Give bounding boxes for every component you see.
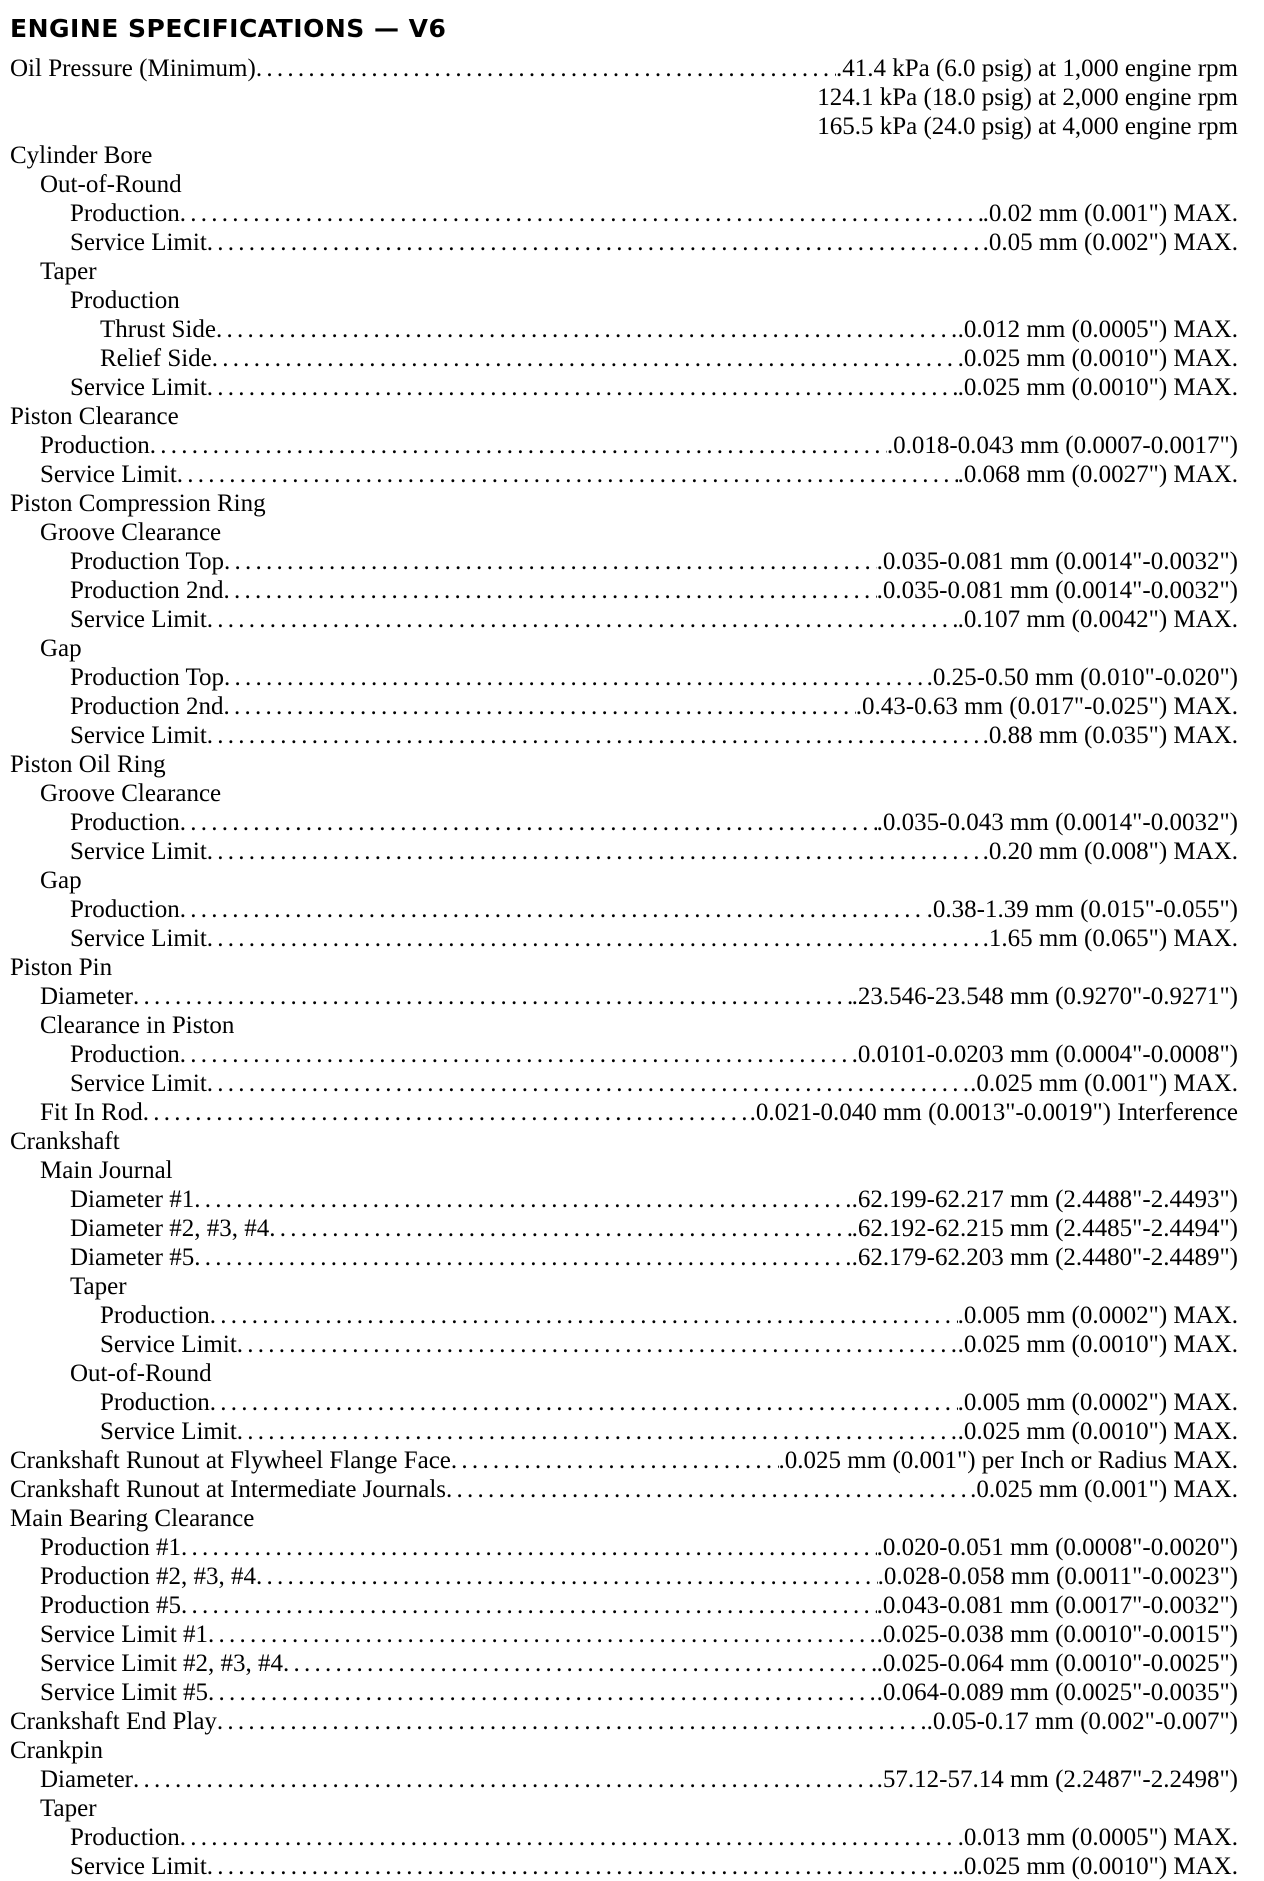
section-heading xyxy=(10,286,1238,315)
spec-label: Production xyxy=(70,200,180,227)
spec-value: .0.035-0.081 mm (0.0014"-0.0032") xyxy=(876,577,1238,604)
spec-label: Production #5 xyxy=(40,1592,181,1619)
spec-row xyxy=(10,1301,1238,1330)
spec-row xyxy=(10,83,1238,112)
spec-label: Production #1 xyxy=(40,1534,181,1561)
spec-label: Taper xyxy=(70,1273,127,1300)
spec-label: Taper xyxy=(40,258,97,285)
spec-row xyxy=(10,344,1238,373)
spec-label: Service Limit #5 xyxy=(40,1679,209,1706)
spec-value: .0.005 mm (0.0002") MAX. xyxy=(957,1302,1238,1329)
spec-value: .62.199-62.217 mm (2.4488"-2.4493") xyxy=(851,1186,1238,1213)
spec-row xyxy=(10,1649,1238,1678)
spec-row xyxy=(10,837,1238,866)
spec-row xyxy=(10,1562,1238,1591)
spec-value: .0.38-1.39 mm (0.015"-0.055") xyxy=(926,896,1238,923)
spec-row xyxy=(10,1417,1238,1446)
spec-value: .0.021-0.040 mm (0.0013"-0.0019") Interference xyxy=(749,1099,1238,1126)
spec-label: Service Limit #2, #3, #4 xyxy=(40,1650,284,1677)
spec-label: Crankshaft Runout at Flywheel Flange Face xyxy=(10,1447,451,1474)
spec-label: Piston Pin xyxy=(10,954,113,981)
spec-row xyxy=(10,547,1238,576)
spec-value: .0.012 mm (0.0005") MAX. xyxy=(957,316,1238,343)
spec-row xyxy=(10,1214,1238,1243)
spec-row xyxy=(10,315,1238,344)
dot-leader xyxy=(194,1185,851,1214)
spec-row xyxy=(10,54,1238,83)
dot-leader xyxy=(207,228,983,257)
spec-label: Production xyxy=(70,809,180,836)
dot-leader xyxy=(194,1243,851,1272)
spec-value: .0.025 mm (0.0010") MAX. xyxy=(957,1418,1238,1445)
spec-row xyxy=(10,895,1238,924)
dot-leader xyxy=(180,808,877,837)
spec-row xyxy=(10,576,1238,605)
spec-value: .0.20 mm (0.008") MAX. xyxy=(982,838,1238,865)
section-heading xyxy=(10,634,1238,663)
section-heading xyxy=(10,866,1238,895)
spec-value: 165.5 kPa (24.0 psig) at 4,000 engine rpm xyxy=(817,113,1238,140)
dot-leader xyxy=(180,1040,852,1069)
spec-row xyxy=(10,692,1238,721)
spec-value: .1.65 mm (0.065") MAX. xyxy=(982,925,1238,952)
spec-label: Production Top xyxy=(70,664,225,691)
spec-value: .0.068 mm (0.0027") MAX. xyxy=(957,461,1238,488)
spec-row xyxy=(10,1388,1238,1417)
dot-leader xyxy=(180,895,927,924)
spec-value: .0.025-0.038 mm (0.0010"-0.0015") xyxy=(876,1621,1238,1648)
spec-label: Service Limit xyxy=(100,1418,237,1445)
spec-value: .0.025 mm (0.0010") MAX. xyxy=(957,1853,1238,1880)
dot-leader xyxy=(446,1475,970,1504)
dot-leader xyxy=(133,982,852,1011)
spec-row xyxy=(10,1446,1238,1475)
spec-label: Production 2nd xyxy=(70,693,224,720)
dot-leader xyxy=(223,692,855,721)
spec-row xyxy=(10,982,1238,1011)
spec-row xyxy=(10,1852,1238,1881)
section-heading xyxy=(10,257,1238,286)
spec-label: Diameter #1 xyxy=(70,1186,195,1213)
spec-label: Service Limit xyxy=(70,229,207,256)
dot-leader xyxy=(237,1417,958,1446)
spec-label: Out-of-Round xyxy=(40,171,182,198)
spec-value: .0.018-0.043 mm (0.0007-0.0017") xyxy=(886,432,1238,459)
section-heading xyxy=(10,1359,1238,1388)
section-heading xyxy=(10,402,1238,431)
dot-leader xyxy=(256,54,836,83)
spec-label: Production xyxy=(70,896,180,923)
spec-label: Service Limit xyxy=(70,838,207,865)
dot-leader xyxy=(181,1591,877,1620)
spec-row xyxy=(10,605,1238,634)
spec-value: .0.043-0.081 mm (0.0017"-0.0032") xyxy=(876,1592,1238,1619)
dot-leader xyxy=(256,1562,878,1591)
spec-value: .0.05 mm (0.002") MAX. xyxy=(982,229,1238,256)
dot-leader xyxy=(208,1620,877,1649)
spec-label: Crankshaft End Play xyxy=(10,1708,217,1735)
spec-value: .23.546-23.548 mm (0.9270"-0.9271") xyxy=(851,983,1238,1010)
spec-label: Production xyxy=(70,287,180,314)
dot-leader xyxy=(207,924,983,953)
spec-row xyxy=(10,1707,1238,1736)
spec-label: Service Limit xyxy=(70,925,207,952)
spec-label: Production xyxy=(40,432,150,459)
spec-value: .57.12-57.14 mm (2.2487"-2.2498") xyxy=(876,1766,1238,1793)
dot-leader xyxy=(150,431,887,460)
spec-value: .41.4 kPa (6.0 psig) at 1,000 engine rpm xyxy=(835,55,1238,82)
spec-label: Piston Clearance xyxy=(10,403,179,430)
section-heading xyxy=(10,518,1238,547)
spec-value: .0.025 mm (0.001") MAX. xyxy=(970,1476,1238,1503)
spec-value: .0.035-0.043 mm (0.0014"-0.0032") xyxy=(876,809,1238,836)
section-heading xyxy=(10,953,1238,982)
spec-label: Service Limit xyxy=(70,1070,207,1097)
spec-value: .0.013 mm (0.0005") MAX. xyxy=(957,1824,1238,1851)
spec-label: Service Limit xyxy=(70,374,207,401)
dot-leader xyxy=(212,344,958,373)
spec-label: Out-of-Round xyxy=(70,1360,212,1387)
spec-label: Production Top xyxy=(70,548,225,575)
spec-label: Piston Compression Ring xyxy=(10,490,266,517)
dot-leader xyxy=(224,663,927,692)
spec-row xyxy=(10,1330,1238,1359)
spec-label: Taper xyxy=(40,1795,97,1822)
spec-label: Production xyxy=(100,1389,210,1416)
spec-label: Piston Oil Ring xyxy=(10,751,166,778)
section-heading xyxy=(10,1127,1238,1156)
spec-value: .0.05-0.17 mm (0.002"-0.007") xyxy=(926,1708,1238,1735)
dot-leader xyxy=(143,1098,750,1127)
spec-value: 124.1 kPa (18.0 psig) at 2,000 engine rpm xyxy=(817,84,1238,111)
spec-label: Diameter #5 xyxy=(70,1244,195,1271)
section-heading xyxy=(10,489,1238,518)
dot-leader xyxy=(210,1301,958,1330)
spec-label: Groove Clearance xyxy=(40,780,222,807)
spec-row xyxy=(10,924,1238,953)
spec-row xyxy=(10,1765,1238,1794)
dot-leader xyxy=(207,605,958,634)
spec-label: Thrust Side xyxy=(100,316,216,343)
spec-value: .62.179-62.203 mm (2.4480"-2.4489") xyxy=(851,1244,1238,1271)
spec-label: Diameter #2, #3, #4 xyxy=(70,1215,270,1242)
spec-value: .0.025 mm (0.0010") MAX. xyxy=(957,345,1238,372)
spec-value: .0.020-0.051 mm (0.0008"-0.0020") xyxy=(876,1534,1238,1561)
spec-row xyxy=(10,1098,1238,1127)
dot-leader xyxy=(216,315,958,344)
spec-label: Production #2, #3, #4 xyxy=(40,1563,256,1590)
dot-leader xyxy=(180,1823,958,1852)
spec-row xyxy=(10,460,1238,489)
spec-row xyxy=(10,1069,1238,1098)
spec-value: .0.0101-0.0203 mm (0.0004"-0.0008") xyxy=(851,1041,1238,1068)
dot-leader xyxy=(180,199,983,228)
spec-label: Gap xyxy=(40,867,82,894)
spec-row xyxy=(10,228,1238,257)
spec-label: Diameter xyxy=(40,1766,134,1793)
section-heading xyxy=(10,779,1238,808)
dot-leader xyxy=(133,1765,877,1794)
spec-label: Production 2nd xyxy=(70,577,224,604)
spec-row xyxy=(10,663,1238,692)
spec-row xyxy=(10,1243,1238,1272)
dot-leader xyxy=(237,1330,958,1359)
spec-label: Production xyxy=(70,1041,180,1068)
spec-label: Service Limit xyxy=(40,461,177,488)
spec-value: .0.028-0.058 mm (0.0011"-0.0023") xyxy=(877,1563,1238,1590)
spec-row xyxy=(10,373,1238,402)
dot-leader xyxy=(217,1707,927,1736)
dot-leader xyxy=(207,837,983,866)
page-title: ENGINE SPECIFICATIONS — V6 xyxy=(10,14,447,43)
dot-leader xyxy=(283,1649,877,1678)
spec-value: .0.035-0.081 mm (0.0014"-0.0032") xyxy=(876,548,1238,575)
spec-row xyxy=(10,1591,1238,1620)
spec-label: Relief Side xyxy=(100,345,212,372)
spec-value: .0.025-0.064 mm (0.0010"-0.0025") xyxy=(876,1650,1238,1677)
dot-leader xyxy=(181,1533,877,1562)
section-heading xyxy=(10,1736,1238,1765)
spec-label: Service Limit xyxy=(70,606,207,633)
spec-label: Service Limit #1 xyxy=(40,1621,209,1648)
dot-leader xyxy=(207,1069,970,1098)
spec-label: Production xyxy=(70,1824,180,1851)
spec-value: .0.25-0.50 mm (0.010"-0.020") xyxy=(926,664,1238,691)
dot-leader xyxy=(207,721,983,750)
spec-label: Service Limit xyxy=(70,722,207,749)
section-heading xyxy=(10,750,1238,779)
spec-label: Clearance in Piston xyxy=(40,1012,235,1039)
spec-value: .0.88 mm (0.035") MAX. xyxy=(982,722,1238,749)
dot-leader xyxy=(207,373,958,402)
spec-row xyxy=(10,1040,1238,1069)
spec-row xyxy=(10,1620,1238,1649)
spec-row xyxy=(10,1475,1238,1504)
spec-row xyxy=(10,721,1238,750)
spec-value: .0.064-0.089 mm (0.0025"-0.0035") xyxy=(876,1679,1238,1706)
spec-label: Crankshaft xyxy=(10,1128,120,1155)
dot-leader xyxy=(223,576,876,605)
spec-row xyxy=(10,431,1238,460)
spec-value: .0.43-0.63 mm (0.017"-0.025") MAX. xyxy=(855,693,1238,720)
section-heading xyxy=(10,1156,1238,1185)
section-heading xyxy=(10,1011,1238,1040)
spec-value: .0.005 mm (0.0002") MAX. xyxy=(957,1389,1238,1416)
spec-row xyxy=(10,1185,1238,1214)
spec-label: Fit In Rod xyxy=(40,1099,143,1126)
spec-label: Gap xyxy=(40,635,82,662)
spec-value: .0.025 mm (0.001") MAX. xyxy=(970,1070,1238,1097)
spec-label: Crankshaft Runout at Intermediate Journals xyxy=(10,1476,446,1503)
spec-row xyxy=(10,112,1238,141)
spec-label: Production xyxy=(100,1302,210,1329)
spec-value: .0.02 mm (0.001") MAX. xyxy=(982,200,1238,227)
spec-label: Main Journal xyxy=(40,1157,173,1184)
spec-value: .62.192-62.215 mm (2.4485"-2.4494") xyxy=(851,1215,1238,1242)
spec-row xyxy=(10,1823,1238,1852)
spec-label: Groove Clearance xyxy=(40,519,222,546)
section-heading xyxy=(10,170,1238,199)
dot-leader xyxy=(210,1388,958,1417)
spec-value: .0.107 mm (0.0042") MAX. xyxy=(957,606,1238,633)
spec-value: .0.025 mm (0.0010") MAX. xyxy=(957,374,1238,401)
spec-label: Diameter xyxy=(40,983,134,1010)
spec-label: Crankpin xyxy=(10,1737,104,1764)
spec-label: Service Limit xyxy=(70,1853,207,1880)
section-heading xyxy=(10,1272,1238,1301)
spec-row xyxy=(10,1678,1238,1707)
dot-leader xyxy=(224,547,877,576)
dot-leader xyxy=(207,1852,958,1881)
dot-leader xyxy=(177,460,958,489)
section-heading xyxy=(10,141,1238,170)
spec-label: Service Limit xyxy=(100,1331,237,1358)
dot-leader xyxy=(451,1446,779,1475)
dot-leader xyxy=(208,1678,877,1707)
spec-row xyxy=(10,199,1238,228)
spec-label: Main Bearing Clearance xyxy=(10,1505,255,1532)
spec-value: .0.025 mm (0.001") per Inch or Radius MAX. xyxy=(778,1447,1238,1474)
section-heading xyxy=(10,1504,1238,1533)
spec-list xyxy=(10,54,1238,1881)
spec-row xyxy=(10,1533,1238,1562)
section-heading xyxy=(10,1794,1238,1823)
spec-label: Oil Pressure (Minimum) xyxy=(10,55,256,82)
spec-row xyxy=(10,808,1238,837)
dot-leader xyxy=(269,1214,851,1243)
spec-label: Cylinder Bore xyxy=(10,142,153,169)
spec-value: .0.025 mm (0.0010") MAX. xyxy=(957,1331,1238,1358)
